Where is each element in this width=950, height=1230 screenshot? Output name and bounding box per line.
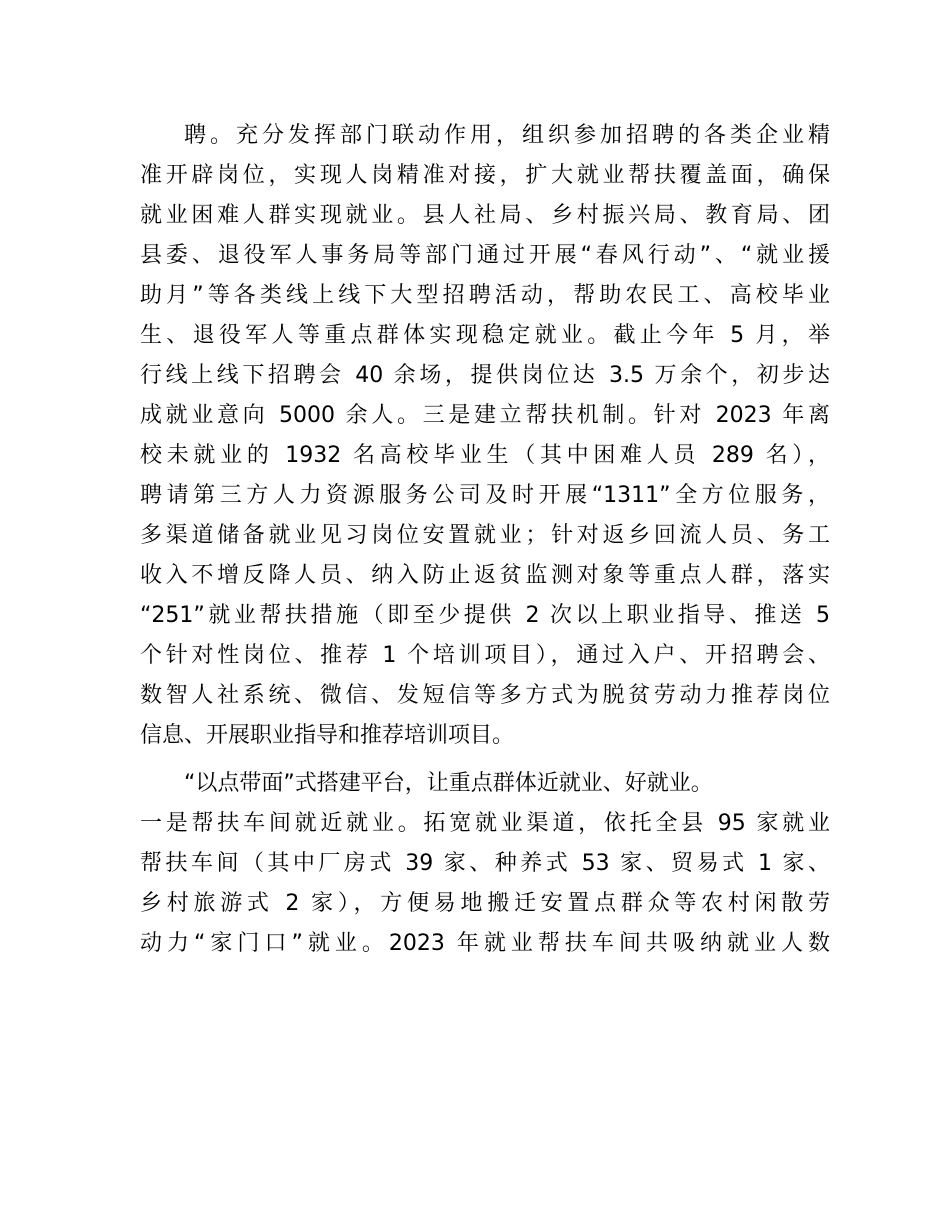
text-line: 数智人社系统、微信、发短信等多方式为脱贫劳动力推荐岗位 <box>140 683 830 708</box>
text-line: 准开辟岗位，实现人岗精准对接，扩大就业帮扶覆盖面，确保 <box>140 163 830 188</box>
text-line: 多渠道储备就业见习岗位安置就业；针对返乡回流人员、务工 <box>140 523 830 548</box>
text-line: 聘请第三方人力资源服务公司及时开展“1311”全方位服务， <box>140 483 830 508</box>
text-line: 助月”等各类线上线下大型招聘活动，帮助农民工、高校毕业 <box>140 283 830 308</box>
text-line: 一是帮扶车间就近就业。拓宽就业渠道，依托全县 95 家就业 <box>140 811 830 836</box>
text-line: 成就业意向 5000 余人。三是建立帮扶机制。针对 2023 年离 <box>140 403 830 428</box>
text-line: 就业困难人群实现就业。县人社局、乡村振兴局、教育局、团 <box>140 203 830 228</box>
text-line: 收入不增反降人员、纳入防止返贫监测对象等重点人群，落实 <box>140 563 830 588</box>
text-line: “以点带面”式搭建平台，让重点群体近就业、好就业。 <box>184 771 713 796</box>
text-line: 校未就业的 1932 名高校毕业生（其中困难人员 289 名）， <box>140 443 830 468</box>
text-line: 县委、退役军人事务局等部门通过开展“春风行动”、“就业援 <box>140 243 830 268</box>
paragraph-2 <box>140 764 830 964</box>
text-line: 生、退役军人等重点群体实现稳定就业。截止今年 5 月，举 <box>140 323 830 348</box>
document-body <box>140 116 830 964</box>
text-line: 动力“家门口”就业。2023 年就业帮扶车间共吸纳就业人数 <box>140 931 830 956</box>
text-line: 聘。充分发挥部门联动作用，组织参加招聘的各类企业精 <box>184 123 830 148</box>
text-line: 乡村旅游式 2 家），方便易地搬迁安置点群众等农村闲散劳 <box>140 891 830 916</box>
text-line: “251”就业帮扶措施（即至少提供 2 次以上职业指导、推送 5 <box>140 603 830 628</box>
text-line: 帮扶车间（其中厂房式 39 家、种养式 53 家、贸易式 1 家、 <box>140 851 830 876</box>
paragraph-1 <box>140 116 830 756</box>
text-line: 行线上线下招聘会 40 余场，提供岗位达 3.5 万余个，初步达 <box>140 363 830 388</box>
text-line: 个针对性岗位、推荐 1 个培训项目），通过入户、开招聘会、 <box>140 643 830 668</box>
text-line: 信息、开展职业指导和推荐培训项目。 <box>140 723 515 748</box>
paragraph-spacer <box>140 756 830 764</box>
